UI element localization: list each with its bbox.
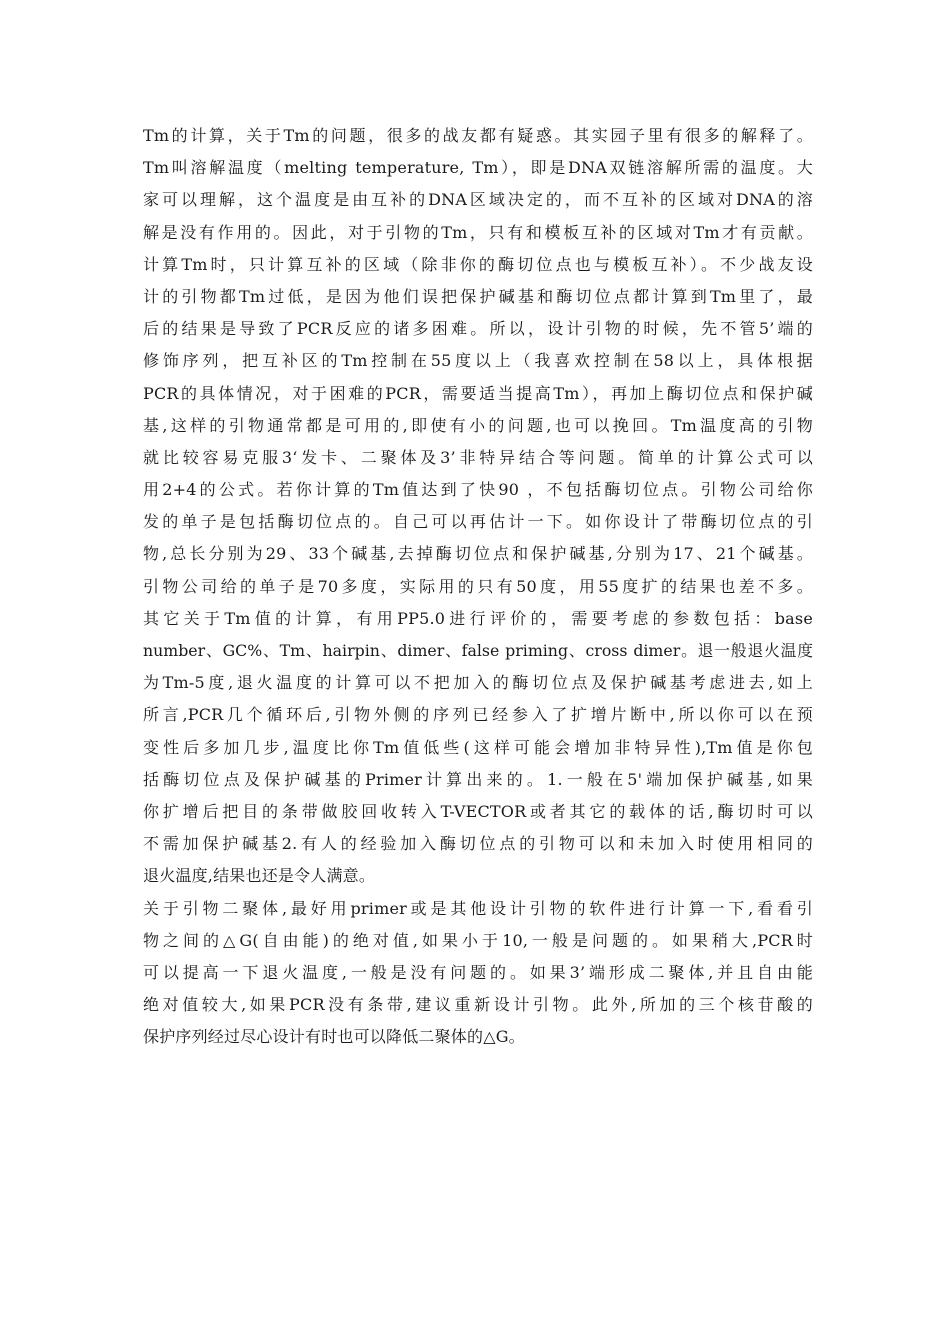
- text-line: Tm叫溶解温度（melting temperature, Tm），即是DNA双链溶解所需的温度。大: [143, 158, 813, 178]
- text-line: 家可以理解，这个温度是由互补的DNA区域决定的，而不互补的区域对DNA的溶: [143, 190, 813, 210]
- text-line: 计的引物都Tm过低，是因为他们误把保护碱基和酶切位点都计算到Tm里了，最: [143, 286, 813, 306]
- text-line: 修饰序列，把互补区的Tm控制在55度以上（我喜欢控制在58以上，具体根据: [143, 351, 813, 371]
- text-line: 绝对值较大,如果PCR没有条带,建议重新设计引物。此外,所加的三个核苷酸的: [143, 995, 813, 1015]
- text-line: 保护序列经过尽心设计有时也可以降低二聚体的△G。: [143, 1027, 525, 1047]
- text-line: 关于引物二聚体,最好用primer或是其他设计引物的软件进行计算一下,看看引: [143, 898, 813, 918]
- text-line: 可以提高一下退火温度,一般是没有问题的。如果3’端形成二聚体,并且自由能: [143, 962, 813, 982]
- text-line: 所言,PCR几个循环后,引物外侧的序列已经参入了扩增片断中,所以你可以在预: [143, 705, 813, 725]
- text-line: 用2+4的公式。若你计算的Tm值达到了快90 ，不包括酶切位点。引物公司给你: [143, 480, 813, 500]
- text-line: 解是没有作用的。因此，对于引物的Tm，只有和模板互补的区域对Tm才有贡献。: [143, 222, 813, 242]
- text-line: 其它关于Tm值的计算，有用PP5.0进行评价的，需要考虑的参数包括：base: [143, 608, 813, 628]
- text-line: 后的结果是导致了PCR反应的诸多困难。所以，设计引物的时候，先不管5’端的: [143, 319, 813, 339]
- text-line: PCR的具体情况，对于困难的PCR，需要适当提高Tm），再加上酶切位点和保护碱: [143, 383, 813, 403]
- text-line: 变性后多加几步,温度比你Tm值低些(这样可能会增加非特异性),Tm值是你包: [143, 737, 813, 757]
- document-body: [143, 120, 813, 1053]
- text-line: 基,这样的引物通常都是可用的,即使有小的问题,也可以挽回。Tm温度高的引物: [143, 415, 813, 435]
- text-line: 就比较容易克服3‘发卡、二聚体及3’非特异结合等问题。简单的计算公式可以: [143, 447, 813, 467]
- text-line: Tm的计算，关于Tm的问题，很多的战友都有疑惑。其实园子里有很多的解释了。: [143, 126, 813, 145]
- text-line: 物之间的△G(自由能)的绝对值,如果小于10,一般是问题的。如果稍大,PCR时: [143, 930, 813, 950]
- text-line: 为Tm-5度,退火温度的计算可以不把加入的酶切位点及保护碱基考虑进去,如上: [143, 673, 813, 693]
- text-line: 物,总长分别为29、33个碱基,去掉酶切位点和保护碱基,分别为17、21个碱基。: [143, 544, 813, 564]
- text-line: 退火温度,结果也还是令人满意。: [143, 866, 376, 886]
- text-line: number、GC%、Tm、hairpin、dimer、false priming、cross dimer。退一般退火温度: [143, 641, 813, 660]
- text-line: 引物公司给的单子是70多度，实际用的只有50度，用55度扩的结果也差不多。: [143, 576, 813, 596]
- text-line: 不需加保护碱基2.有人的经验加入酶切位点的引物可以和未加入时使用相同的: [143, 834, 813, 854]
- text-line: 你扩增后把目的条带做胶回收转入T-VECTOR或者其它的载体的话,酶切时可以: [143, 801, 813, 821]
- text-line: 计算Tm时，只计算互补的区域（除非你的酶切位点也与模板互补）。不少战友设: [143, 254, 813, 274]
- text-line: 发的单子是包括酶切位点的。自己可以再估计一下。如你设计了带酶切位点的引: [143, 512, 813, 532]
- text-line: 括酶切位点及保护碱基的Primer计算出来的。1.一般在5'端加保护碱基,如果: [143, 769, 813, 789]
